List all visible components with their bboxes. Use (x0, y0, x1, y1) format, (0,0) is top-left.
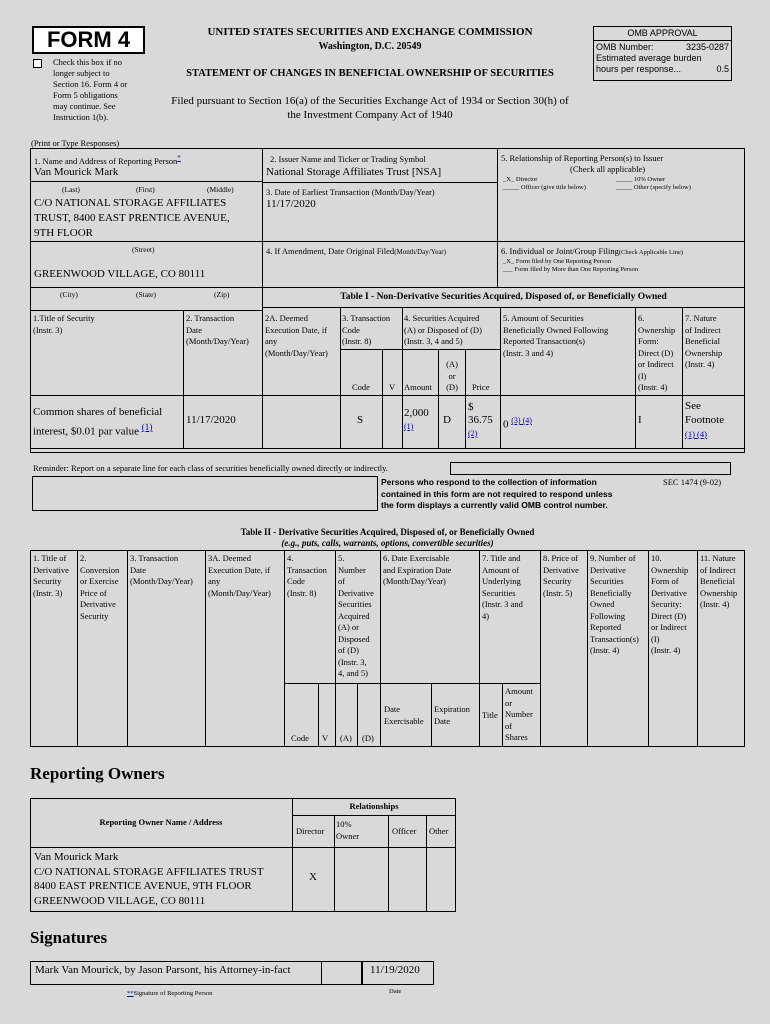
no-longer-subject-checkbox[interactable] (33, 59, 42, 68)
t2-c2: 2. Conversion or Exercise Price of Derivative Security (80, 553, 120, 621)
t1-row-title: Common shares of beneficial interest, $0.01 par value $^{(1)}$ (33, 406, 163, 438)
t2-c1: 1. Title of Derivative Security (Instr. 3) (33, 553, 69, 598)
t1-sub-amount: Amount (404, 382, 432, 392)
t2-sub-code: Code (291, 733, 309, 743)
t1-sub-v: V (389, 382, 396, 392)
date-label: Date (389, 988, 402, 995)
t1-sub-code: Code (352, 382, 370, 392)
one-person-option: _X_ Form filed by One Reporting Person (503, 258, 611, 265)
footnote-link[interactable]: (1) (4) (685, 429, 707, 439)
ro-other: Other (429, 826, 449, 836)
first-label: (First) (136, 185, 155, 194)
omb-burden-value: 0.5 (716, 64, 729, 74)
state-label: (State) (136, 290, 156, 299)
t1-row-amount: 2,000 (1) (404, 407, 429, 431)
signature-date: 11/19/2020 (370, 964, 420, 976)
reporting-person-name: Van Mourick Mark (34, 166, 119, 178)
t2-sub-amount: Amount or Number of Shares (505, 686, 533, 742)
filed-pursuant-line2: the Investment Company Act of 1940 (287, 109, 453, 121)
signatures-heading: Signatures (30, 928, 108, 947)
omb-number-label: OMB Number: (596, 42, 654, 52)
table2-subtitle: (e.g., puts, calls, warrants, options, convertible securities) (281, 538, 494, 548)
signature-label: **Signature of Reporting Person (127, 990, 213, 997)
ro-col-name: Reporting Owner Name / Address (99, 817, 223, 827)
form-title-box (32, 26, 145, 54)
table2-title: Table II - Derivative Securities Acquired, Disposed of, or Beneficially Owned (240, 527, 535, 537)
checkbox-note: Check this box if no longer subject to Section 16. Form 4 or Form 5 obligations may continue. See Instruction 1(b). (53, 57, 128, 122)
persons-notice: Persons who respond to the collection of information contained in this form are not required to respond unless the form displays a currently valid OMB control number. (381, 477, 613, 510)
statement-title: STATEMENT OF CHANGES IN BENEFICIAL OWNERSHIP OF SECURITIES (186, 68, 554, 79)
t1-sub-aord: (A) or (D) (446, 359, 458, 392)
ro-director: Director (296, 826, 325, 836)
footnote-link[interactable]: (2) (468, 429, 478, 438)
box6-label: 6. Individual or Joint/Group Filing(Check Applicable Line) (501, 246, 684, 256)
street-label: (Street) (132, 245, 155, 254)
ro-director-mark: X (309, 871, 317, 883)
footnote-link[interactable]: (1) (141, 422, 153, 432)
t1-h1: 1.Title of Security (Instr. 3) (33, 313, 95, 335)
sec-code: SEC 1474 (9-02) (663, 477, 722, 487)
last-label: (Last) (62, 185, 80, 194)
t2-c3a: 3A. Deemed Execution Date, if any (Month/Day/Year) (208, 553, 271, 598)
signer-name: Mark Van Mourick, by Jason Parsont, his Attorney-in-fact (35, 964, 291, 976)
omb-burden-line2: hours per response... (596, 64, 682, 74)
t1-row-code: S (357, 414, 364, 426)
omb-title: OMB APPROVAL (594, 27, 731, 41)
issuer-name: National Storage Affiliates Trust [NSA] (266, 166, 442, 178)
officer-option: _____ Officer (give title below) (503, 184, 586, 191)
t1-sub-price: Price (472, 382, 490, 392)
box4-label: 4. If Amendment, Date Original Filed(Month/Day/Year) (266, 246, 446, 256)
t1-row-aord: D (443, 414, 451, 426)
box3-label: 3. Date of Earliest Transaction (Month/Day/Year) (266, 187, 435, 197)
table1-title: Table I - Non-Derivative Securities Acquired, Disposed of, or Beneficially Owned (340, 292, 667, 302)
t1-h6: 6. Ownership Form: Direct (D) or Indirect (I) (Instr. 4) (638, 313, 676, 392)
t1-h7: 7. Nature of Indirect Beneficial Ownership (Instr. 4) (685, 313, 723, 369)
t2-sub-exp: Expiration Date (434, 704, 470, 726)
box5-label: 5. Relationship of Reporting Person(s) to Issuer (501, 153, 664, 163)
t1-h5: 5. Amount of Securities Beneficially Owned Following Reported Transaction(s) (Instr. 3 and 4) (503, 313, 609, 358)
t2-c9: 9. Number of Derivative Securities Beneficially Owned Following Reported Transaction(s) (Instr. 4) (590, 553, 639, 655)
reporting-city-line: GREENWOOD VILLAGE, CO 80111 (34, 268, 206, 280)
reminder-field (450, 462, 731, 475)
t2-c5: 5. Number of Derivative Securities Acquired (A) or Disposed of (D) (Instr. 3, 4, and 5) (338, 553, 374, 678)
footnote-link[interactable]: (1) (404, 422, 414, 431)
reporting-owners-heading: Reporting Owners (30, 764, 165, 783)
box5-sub: (Check all applicable) (570, 164, 646, 174)
print-type-note: (Print or Type Responses) (31, 138, 120, 148)
box2-label: 2. Issuer Name and Ticker or Trading Symbol (270, 154, 426, 164)
t2-sub-a: (A) (340, 733, 352, 743)
other-option: _____ Other (specify below) (616, 184, 691, 191)
t1-row-nature: See Footnote (1) (4) (685, 400, 725, 439)
t1-h2a: 2A. Deemed Execution Date, if any (Month/Day/Year) (265, 313, 328, 358)
footnote-link[interactable]: (3) (4) (511, 416, 532, 425)
blank-notice-box (32, 476, 378, 511)
t2-c4: 4. Transaction Code (Instr. 8) (287, 553, 327, 598)
form-title: FORM 4 (46, 27, 131, 52)
ten-pct-option: _____ 10% Owner (616, 176, 666, 183)
earliest-transaction-date: 11/17/2020 (266, 198, 316, 210)
reporting-address: C/O NATIONAL STORAGE AFFILIATES TRUST, 8400 EAST PRENTICE AVENUE, 9TH FLOOR (34, 197, 230, 239)
t1-row-form: I (638, 414, 642, 426)
agency-name: UNITED STATES SECURITIES AND EXCHANGE COMMISSION (207, 26, 533, 38)
t2-sub-date-ex: Date Exercisable (384, 704, 424, 726)
t2-sub-title: Title (482, 710, 498, 720)
t2-c7: 7. Title and Amount of Underlying Securities (Instr. 3 and 4) (482, 553, 523, 621)
ro-relationships: Relationships (349, 801, 399, 811)
t2-c8: 8. Price of Derivative Security (Instr. 5) (543, 553, 579, 598)
t2-sub-d: (D) (362, 733, 374, 743)
box1-label: 1. Name and Address of Reporting Person* (34, 154, 181, 166)
filed-pursuant-line1: Filed pursuant to Section 16(a) of the Securities Exchange Act of 1934 or Section 30(h) of (171, 95, 569, 107)
t2-c3: 3. Transaction Date (Month/Day/Year) (130, 553, 193, 586)
t1-h4: 4. Securities Acquired (A) or Disposed of (D) (Instr. 3, 4 and 5) (404, 313, 482, 346)
zip-label: (Zip) (214, 290, 230, 299)
director-option: _X_ Director (503, 176, 538, 183)
omb-number-value: 3235-0287 (685, 42, 729, 52)
t2-c6: 6. Date Exercisable and Expiration Date (Month/Day/Year) (383, 553, 452, 586)
t2-c11: 11. Nature of Indirect Beneficial Ownership (Instr. 4) (700, 553, 738, 609)
omb-burden-line1: Estimated average burden (596, 53, 702, 63)
t1-row-owned: 0 $^{(3) (4)}$ (503, 416, 532, 431)
more-persons-option: ___ Form filed by More than One Reporting Person (503, 266, 639, 273)
ro-officer: Officer (392, 826, 417, 836)
t2-c10: 10. Ownership Form of Derivative Security: Direct (D) or Indirect (I) (Instr. 4) (651, 553, 689, 655)
t1-h3: 3. Transaction Code (Instr. 8) (342, 313, 391, 346)
t2-sub-v: V (322, 733, 329, 743)
omb-approval-box (593, 26, 732, 81)
agency-city: Washington, D.C. 20549 (318, 41, 422, 52)
t1-row-date: 11/17/2020 (186, 414, 236, 426)
ro-owner-address: Van Mourick Mark C/O NATIONAL STORAGE AFFILIATES TRUST 8400 EAST PRENTICE AVENUE, 9TH FLOOR GREENWOOD VILLAGE, CO 80111 (34, 851, 264, 907)
t1-row-price: $ 36.75 (2) (468, 401, 493, 438)
city-label: (City) (60, 290, 78, 299)
t1-h2: 2. Transaction Date (Month/Day/Year) (186, 313, 249, 346)
middle-label: (Middle) (207, 185, 234, 194)
ro-ten-pct: 10% Owner (336, 819, 360, 841)
reminder-text: Reminder: Report on a separate line for each class of securities beneficially owned directly or indirectly. (33, 463, 388, 473)
